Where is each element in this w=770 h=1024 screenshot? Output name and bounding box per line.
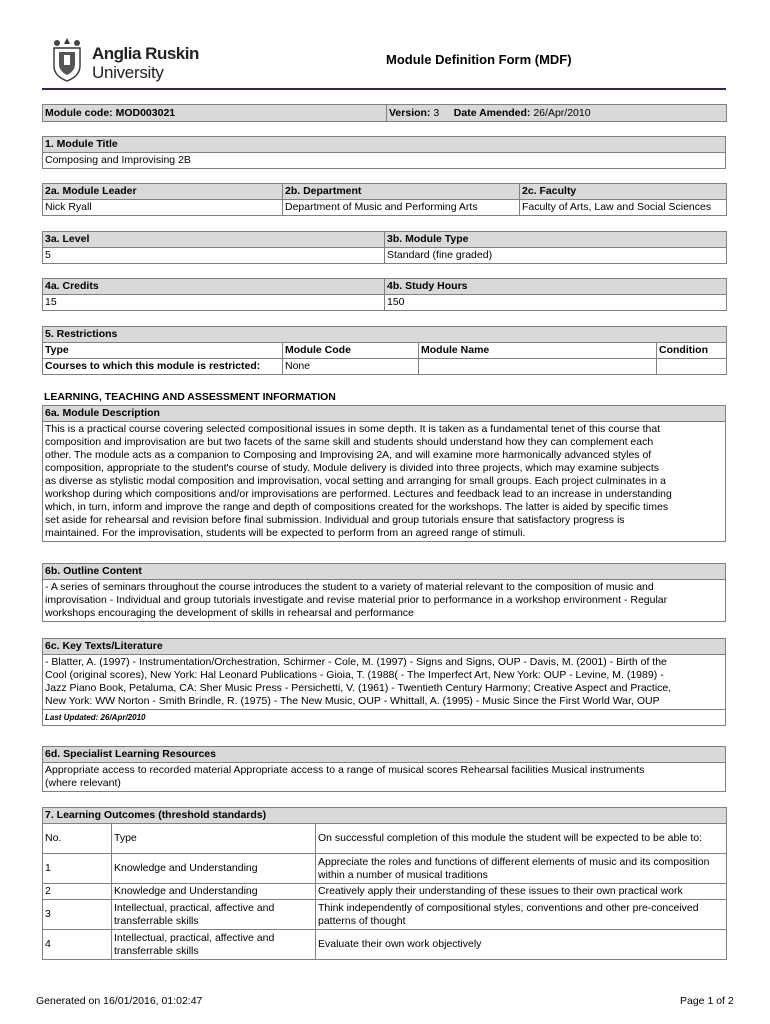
outcome-no: 3 (43, 900, 112, 930)
description-line: which, in turn, inform and improve the range and depth of compositions created for the workshops. The latter is aided by specific times (45, 501, 669, 513)
study-hours-header: 4b. Study Hours (385, 279, 727, 295)
outcome-no: 2 (43, 884, 112, 900)
credits-header: 4a. Credits (43, 279, 385, 295)
department-header: 2b. Department (283, 184, 520, 200)
description-line: composition, appropriate to the student's course of study. Module delivery is divided into three projects, which may examine subjects (45, 462, 660, 474)
resources-body (43, 763, 726, 792)
page-number: Page 1 of 2 (680, 995, 734, 1007)
outline-header: 6b. Outline Content (43, 564, 726, 580)
outline-body (43, 580, 726, 622)
module-title-header: 1. Module Title (43, 137, 726, 153)
key-texts-header: 6c. Key Texts/Literature (43, 639, 726, 655)
restrictions-col-condition: Condition (657, 343, 727, 359)
outcome-type: Knowledge and Understanding (112, 854, 316, 884)
last-updated: Last Updated: 26/Apr/2010 (43, 710, 726, 726)
description-header: 6a. Module Description (43, 406, 726, 422)
outline-line: - A series of seminars throughout the course introduces the student to a variety of material relevant to the composition of music and (45, 581, 654, 593)
restrictions-col-name: Module Name (419, 343, 657, 359)
module-title-value: Composing and Improvising 2B (43, 153, 726, 169)
outcome-desc: Evaluate their own work objectively (316, 930, 727, 960)
generated-timestamp: Generated on 16/01/2016, 01:02:47 (36, 995, 203, 1007)
university-name-line2: University (92, 63, 164, 82)
study-hours-value: 150 (385, 295, 727, 311)
restrictions-col-code: Module Code (283, 343, 419, 359)
outcome-no: 4 (43, 930, 112, 960)
restrictions-header: 5. Restrictions (43, 327, 727, 343)
outcome-no: 1 (43, 854, 112, 884)
university-crest-icon (50, 36, 84, 82)
header-rule (42, 88, 726, 90)
module-code: Module code: MOD003021 (43, 105, 387, 122)
key-texts-line: Cool (original scores), New York: Hal Leonard Publications - Gioia, T. (1988( - The Imperfect Art, New York: OUP - Levine, M. (1989) - (45, 669, 664, 681)
level-table (42, 231, 727, 264)
document-title: Module Definition Form (MDF) (386, 52, 572, 67)
faculty-header: 2c. Faculty (520, 184, 727, 200)
outcomes-col-no: No. (43, 824, 112, 854)
module-type-header: 3b. Module Type (385, 232, 727, 248)
restrictions-row-code: None (283, 359, 419, 375)
level-value: 5 (43, 248, 385, 264)
description-line: other. The module acts as a companion to Composing and Improvising 2A, and will examine more harmonically advanced styles of (45, 449, 652, 461)
outcome-type: Intellectual, practical, affective and transferrable skills (112, 930, 316, 960)
date-amended-label: Date Amended: (453, 106, 531, 119)
credits-value: 15 (43, 295, 385, 311)
restrictions-row-condition (657, 359, 727, 375)
outcomes-table (42, 807, 727, 960)
faculty-value: Faculty of Arts, Law and Social Sciences (520, 200, 727, 216)
key-texts-line: New York: WW Norton - Smith Brindle, R. (1975) - The New Music, OUP - Whittall, A. (1995) - Music Since the First World War, OUP (45, 695, 660, 707)
resources-header: 6d. Specialist Learning Resources (43, 747, 726, 763)
university-logo (50, 36, 210, 84)
outcomes-header: 7. Learning Outcomes (threshold standards) (43, 808, 727, 824)
resources-table (42, 746, 726, 792)
outcome-type: Knowledge and Understanding (112, 884, 316, 900)
restrictions-table (42, 326, 727, 375)
outline-table (42, 563, 726, 622)
outcome-desc: Appreciate the roles and functions of different elements of music and its composition within a number of musical traditions (316, 854, 727, 884)
version-date-cell (387, 105, 727, 122)
description-line: composition and improvisation are but two facets of the same skill and students should understand how they can complement each (45, 436, 654, 448)
university-name-line1: Anglia Ruskin (92, 44, 199, 63)
key-texts-table (42, 638, 726, 726)
description-line: This is a practical course covering selected compositional issues in some depth. It is taken as a fundamental tenet of this course that (45, 423, 661, 435)
description-line: set aside for rehearsal and revision before final submission. Individual and group tutorials ensure that satisfactory progress is (45, 514, 625, 526)
outcomes-col-desc: On successful completion of this module the student will be expected to be able to: (316, 824, 727, 854)
description-table (42, 405, 726, 542)
outcome-desc: Creatively apply their understanding of these issues to their own practical work (316, 884, 727, 900)
outline-line: workshops encouraging the development of skills in rehearsal and performance (45, 607, 414, 619)
key-texts-body (43, 655, 726, 710)
restrictions-row-label: Courses to which this module is restricted: (43, 359, 283, 375)
key-texts-line: Jazz Piano Book, Petaluma, CA: Sher Music Press - Persichetti, V. (1961) - Twentieth Century Harmony; Creative Aspect and Practice, (45, 682, 672, 694)
module-leader-value: Nick Ryall (43, 200, 283, 216)
restrictions-col-type: Type (43, 343, 283, 359)
leader-table (42, 183, 727, 216)
resources-line: Appropriate access to recorded material Appropriate access to a range of musical scores Rehearsal facilities Musical instruments (45, 764, 645, 776)
credits-table (42, 278, 727, 311)
outcome-type: Intellectual, practical, affective and transferrable skills (112, 900, 316, 930)
module-leader-header: 2a. Module Leader (43, 184, 283, 200)
module-title-table (42, 136, 726, 169)
module-type-value: Standard (fine graded) (385, 248, 727, 264)
restrictions-row-name (419, 359, 657, 375)
description-line: maintained. For the improvisation, students will be expected to perform from an agreed range of stimuli. (45, 527, 526, 539)
description-line: as diverse as stylistic modal composition and improvisation, vocal setting and arranging for small groups. Each project culminates in a (45, 475, 666, 487)
page-header (40, 30, 730, 90)
version-label: Version: (389, 106, 431, 119)
ltai-section-title: LEARNING, TEACHING AND ASSESSMENT INFORMATION (44, 391, 336, 403)
key-texts-line: - Blatter, A. (1997) - Instrumentation/Orchestration, Schirmer - Cole, M. (1997) - Signs and Signs, OUP - Davis, M. (2001) - Birth of the (45, 656, 667, 668)
date-amended-value: 26/Apr/2010 (533, 106, 591, 119)
description-line: workshop during which compositions and/or improvisations are performed. Lectures and feedback lead to an increase in understanding (45, 488, 672, 500)
version-value: 3 (433, 106, 440, 119)
resources-line: (where relevant) (45, 777, 121, 789)
level-header: 3a. Level (43, 232, 385, 248)
department-value: Department of Music and Performing Arts (283, 200, 520, 216)
description-body (43, 422, 726, 542)
module-code-table (42, 104, 727, 122)
outline-line: improvisation - Individual and group tutorials investigate and revise material prior to performance in a workshop environment - Regular (45, 594, 668, 606)
outcomes-col-type: Type (112, 824, 316, 854)
outcome-desc: Think independently of compositional styles, conventions and other pre-conceived patterns of thought (316, 900, 727, 930)
